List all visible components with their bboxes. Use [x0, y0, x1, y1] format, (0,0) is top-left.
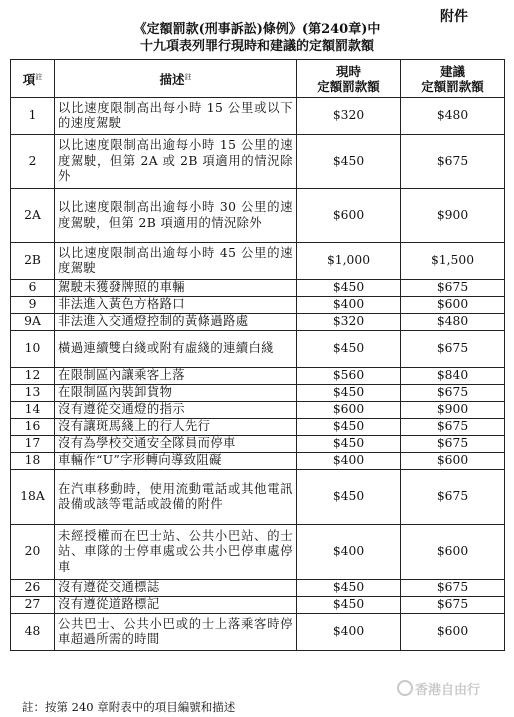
proposed-fine-cell: $840 — [401, 368, 505, 385]
current-fine-cell: $450 — [297, 135, 401, 189]
proposed-fine-cell: $675 — [401, 280, 505, 297]
item-code-cell: 26 — [11, 580, 55, 597]
description-cell: 未經授權而在巴士站、公共小巴站、的士站、車隊的士停車處或公共小巴停車處停車 — [55, 525, 297, 580]
current-fine-cell: $1,000 — [297, 243, 401, 280]
proposed-fine-cell: $600 — [401, 453, 505, 470]
description-cell: 以比速度限制高出逾每小時 30 公里的速度駕駛，但第 2B 項適用的情況除外 — [55, 189, 297, 243]
item-code-cell: 9 — [11, 297, 55, 314]
current-fine-cell: $450 — [297, 280, 401, 297]
item-code-cell: 27 — [11, 597, 55, 614]
item-code-cell: 1 — [11, 98, 55, 135]
description-cell: 車輛作“U”字形轉向導致阻礙 — [55, 453, 297, 470]
footnote: 註：按第 240 章附表中的項目編號和描述 — [22, 700, 236, 714]
current-fine-cell: $400 — [297, 614, 401, 651]
table-row — [11, 98, 505, 135]
table-row — [11, 402, 505, 419]
item-code-cell: 16 — [11, 419, 55, 436]
description-cell: 在限制區內讓乘客上落 — [55, 368, 297, 385]
watermark-text: 香港自由行 — [415, 683, 481, 698]
title-line-2: 十九項表列罪行現時和建議的定額罰款額 — [139, 39, 374, 54]
description-cell: 沒有為學校交通安全隊員而停車 — [55, 436, 297, 453]
table-row — [11, 385, 505, 402]
description-cell: 沒有遵從交通燈的指示 — [55, 402, 297, 419]
table-row — [11, 580, 505, 597]
description-cell: 非法進入交通燈控制的黃條過路處 — [55, 314, 297, 331]
header-item-note-mark: 註 — [35, 72, 43, 81]
annex-label: 附件 — [440, 9, 468, 25]
table-row — [11, 243, 505, 280]
proposed-fine-cell: $675 — [401, 470, 505, 525]
item-code-cell: 20 — [11, 525, 55, 580]
table-row — [11, 297, 505, 314]
item-code-cell: 14 — [11, 402, 55, 419]
item-code-cell: 13 — [11, 385, 55, 402]
item-code-cell: 9A — [11, 314, 55, 331]
description-cell: 非法進入黃色方格路口 — [55, 297, 297, 314]
item-code-cell: 12 — [11, 368, 55, 385]
description-cell: 沒有讓斑馬綫上的行人先行 — [55, 419, 297, 436]
proposed-fine-cell: $600 — [401, 614, 505, 651]
description-cell: 以比速度限制高出逾每小時 15 公里的速度駕駛，但第 2A 或 2B 項適用的情況除外 — [55, 135, 297, 189]
header-description-label: 描述 — [159, 72, 185, 88]
proposed-fine-cell: $480 — [401, 98, 505, 135]
table-body — [11, 98, 505, 651]
current-fine-cell: $450 — [297, 470, 401, 525]
item-code-cell: 2A — [11, 189, 55, 243]
table-row — [11, 314, 505, 331]
proposed-fine-cell: $675 — [401, 580, 505, 597]
current-fine-cell: $320 — [297, 314, 401, 331]
table-row — [11, 436, 505, 453]
header-description — [55, 60, 297, 98]
proposed-fine-cell: $480 — [401, 314, 505, 331]
proposed-fine-cell: $900 — [401, 402, 505, 419]
header-proposed-fine: 建議 定額罰款額 — [401, 60, 505, 98]
item-code-cell: 10 — [11, 331, 55, 368]
table-row — [11, 189, 505, 243]
description-cell: 沒有遵從道路標記 — [55, 597, 297, 614]
proposed-fine-cell: $675 — [401, 385, 505, 402]
description-cell: 駕駛未獲發牌照的車輛 — [55, 280, 297, 297]
proposed-fine-cell: $675 — [401, 419, 505, 436]
current-fine-cell: $400 — [297, 453, 401, 470]
item-code-cell: 18 — [11, 453, 55, 470]
table-row — [11, 280, 505, 297]
description-cell: 以比速度限制高出每小時 15 公里或以下的速度駕駛 — [55, 98, 297, 135]
table-row — [11, 470, 505, 525]
table-row — [11, 453, 505, 470]
proposed-fine-cell: $675 — [401, 135, 505, 189]
proposed-fine-cell: $675 — [401, 436, 505, 453]
header-item — [11, 60, 55, 98]
table-row — [11, 331, 505, 368]
table-row — [11, 419, 505, 436]
item-code-cell: 17 — [11, 436, 55, 453]
proposed-fine-cell: $675 — [401, 331, 505, 368]
fines-table — [10, 59, 505, 651]
current-fine-cell: $450 — [297, 597, 401, 614]
description-cell: 橫過連續雙白綫或附有虛綫的連續白綫 — [55, 331, 297, 368]
current-fine-cell: $560 — [297, 368, 401, 385]
item-code-cell: 18A — [11, 470, 55, 525]
description-cell: 以比速度限制高出逾每小時 45 公里的速度駕駛 — [55, 243, 297, 280]
current-fine-cell: $320 — [297, 98, 401, 135]
header-description-note-mark: 註 — [184, 72, 192, 81]
current-fine-cell: $600 — [297, 189, 401, 243]
watermark — [397, 679, 480, 698]
item-code-cell: 2B — [11, 243, 55, 280]
proposed-fine-cell: $600 — [401, 525, 505, 580]
table-row — [11, 597, 505, 614]
description-cell: 公共巴士、公共小巴或的士上落乘客時停車超過所需的時間 — [55, 614, 297, 651]
current-fine-cell: $600 — [297, 402, 401, 419]
item-code-cell: 48 — [11, 614, 55, 651]
current-fine-cell: $400 — [297, 525, 401, 580]
current-fine-cell: $400 — [297, 297, 401, 314]
current-fine-cell: $450 — [297, 331, 401, 368]
title-line-1: 《定額罰款(刑事訴訟)條例》(第240章)中 — [133, 22, 381, 37]
item-code-cell: 6 — [11, 280, 55, 297]
current-fine-cell: $450 — [297, 436, 401, 453]
table-header-row — [11, 60, 505, 98]
current-fine-cell: $450 — [297, 580, 401, 597]
document-title — [0, 21, 514, 55]
description-cell: 在汽車移動時，使用流動電話或其他電訊設備或該等電話或設備的附件 — [55, 470, 297, 525]
table-row — [11, 525, 505, 580]
header-item-label: 項 — [22, 72, 36, 88]
wechat-logo-icon — [397, 680, 413, 696]
header-current-fine: 現時 定額罰款額 — [297, 60, 401, 98]
current-fine-cell: $450 — [297, 385, 401, 402]
description-cell: 沒有遵從交通標誌 — [55, 580, 297, 597]
proposed-fine-cell: $675 — [401, 597, 505, 614]
current-fine-cell: $450 — [297, 419, 401, 436]
description-cell: 在限制區內裝卸貨物 — [55, 385, 297, 402]
table-row — [11, 135, 505, 189]
item-code-cell: 2 — [11, 135, 55, 189]
proposed-fine-cell: $600 — [401, 297, 505, 314]
table-row — [11, 614, 505, 651]
proposed-fine-cell: $1,500 — [401, 243, 505, 280]
proposed-fine-cell: $900 — [401, 189, 505, 243]
table-row — [11, 368, 505, 385]
